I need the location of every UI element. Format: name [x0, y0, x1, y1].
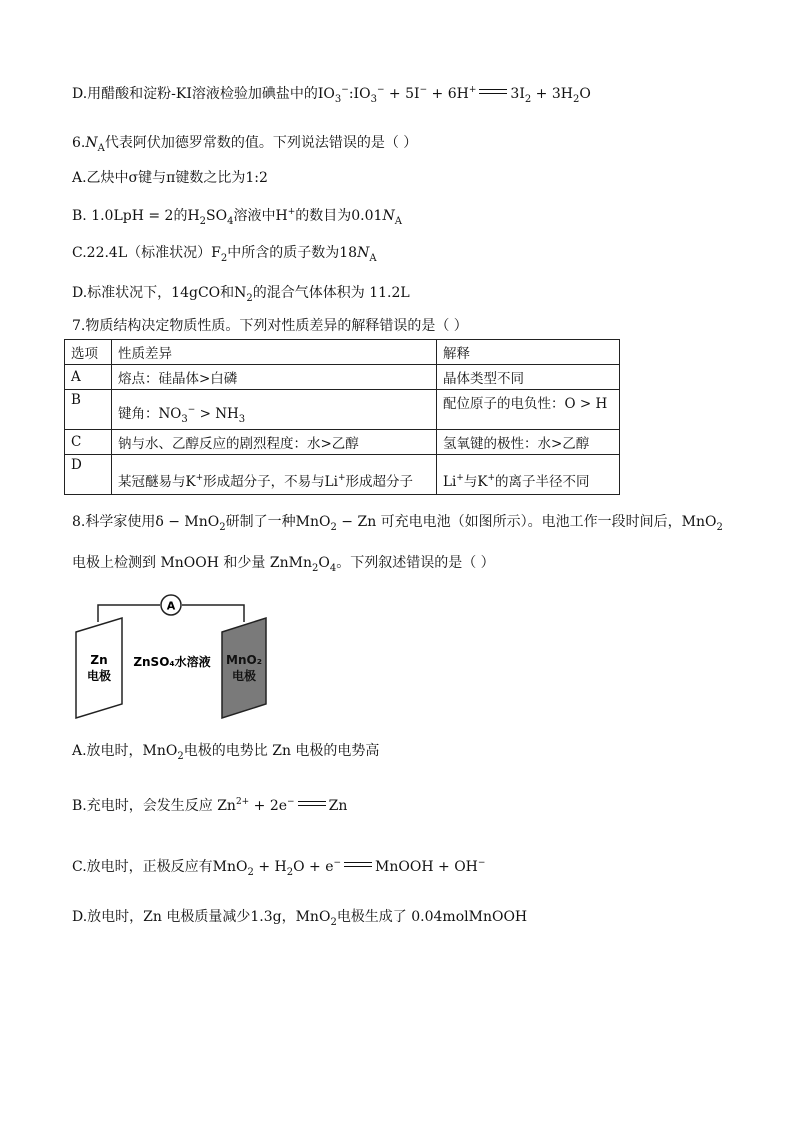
q8-option-d: D.放电时，Zn 电极质量减少1.3g，MnO$_2$电极生成了 0.04molMnOOH — [72, 909, 528, 928]
q6-option-b: B. 1.0LpH = 2的$H_2SO_4$溶液中H+的数目为$0.01N_A$ — [72, 207, 402, 227]
q6-stem: $6.N_A$代表阿伏加德罗常数的值。下列说法错误的是（ ） — [72, 135, 418, 154]
q7-table — [64, 339, 620, 495]
mno2-electrode-label-2: 电极 — [231, 669, 257, 683]
ammeter-label: A — [166, 599, 176, 613]
q6-option-c: C.22.4L（标准状况）$F_2$中所含的质子数为$18N_A$ — [72, 245, 377, 264]
electrolyte-label: ZnSO₄水溶液 — [133, 655, 211, 669]
battery-diagram — [70, 592, 270, 722]
q8-option-c: C.放电时，正极反应有$MnO_2 + H_2O + e^-$ MnOOH + OH− — [72, 858, 486, 878]
q5-option-d: D.用醋酸和淀粉-KI溶液检验加碘盐中的$IO_3^-:IO_3^- + 5I^- + 6H^+$ $3I_2 + 3H_2O$ — [72, 85, 591, 105]
table-row: D 某冠醚易与K+形成超分子，不易与Li+形成超分子 Li+与K+的离子半径不同 — [65, 455, 620, 495]
q8-stem-line1: 8.科学家使用δ − MnO$_2$研制了一种MnO$_2$ − Zn 可充电电池（如图所示）。电池工作一段时间后，MnO$_2$ — [72, 514, 723, 533]
mno2-electrode — [222, 618, 266, 718]
q8-option-a: A.放电时，MnO$_2$电极的电势比 Zn 电极的电势高 — [72, 743, 380, 762]
q6-option-d: D.标准状况下，14gCO和$N_2$的混合气体体积为 11.2L — [72, 285, 410, 304]
q6-option-a: A.乙炔中σ键与π键数之比为1:2 — [72, 170, 268, 186]
mno2-electrode-label: MnO₂ — [226, 653, 262, 667]
q8-option-b: B.充电时，会发生反应 $Zn^{2+} + 2e^-$ Zn — [72, 797, 348, 814]
zn-electrode-label: Zn — [90, 653, 108, 667]
table-row: A 熔点：硅晶体>白磷 晶体类型不同 — [65, 365, 620, 390]
zn-electrode — [76, 618, 122, 718]
wire-right — [182, 605, 244, 622]
q8-stem-line2: 电极上检测到 MnOOH 和少量 $ZnMn_2O_4$。下列叙述错误的是（ ） — [72, 555, 495, 574]
zn-electrode-label-2: 电极 — [86, 669, 112, 683]
table-row: C 钠与水、乙醇反应的剧烈程度：水>乙醇 氢氧键的极性：水>乙醇 — [65, 430, 620, 455]
q7-stem: 7.物质结构决定物质性质。下列对性质差异的解释错误的是（ ） — [72, 318, 468, 334]
table-row: B 键角：$NO_3^- > NH_3$ 配位原子的电负性：O > H — [65, 390, 620, 430]
wire-left — [98, 605, 160, 622]
table-header-row: 选项 性质差异 解释 — [65, 340, 620, 365]
